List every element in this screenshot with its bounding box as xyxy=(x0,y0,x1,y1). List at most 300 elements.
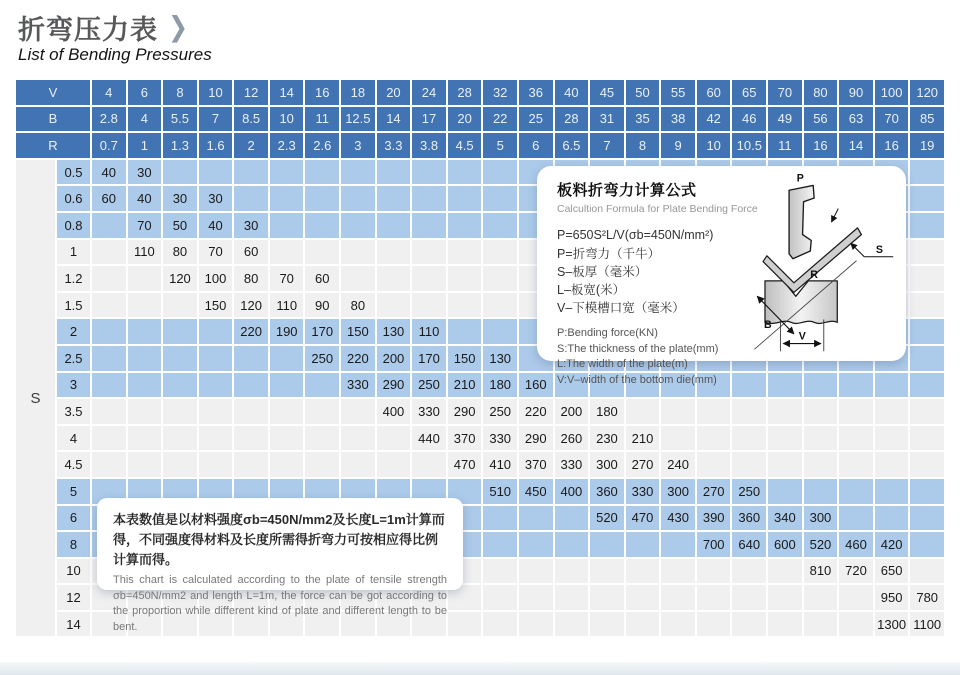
pressure-value-cell: 30 xyxy=(199,186,233,211)
header-cell: 19 xyxy=(910,133,944,158)
empty-cell xyxy=(768,426,802,451)
header-cell: 90 xyxy=(839,80,873,105)
empty-cell xyxy=(377,293,411,318)
empty-cell xyxy=(697,585,731,610)
empty-cell xyxy=(626,532,660,557)
header-cell: 120 xyxy=(910,80,944,105)
header-cell: 6 xyxy=(128,80,162,105)
empty-cell xyxy=(768,452,802,477)
empty-cell xyxy=(519,532,553,557)
pressure-value-cell: 640 xyxy=(732,532,766,557)
header-cell: 9 xyxy=(661,133,695,158)
empty-cell xyxy=(199,426,233,451)
pressure-value-cell: 100 xyxy=(199,266,233,291)
pressure-value-cell: 720 xyxy=(839,559,873,584)
empty-cell xyxy=(270,373,304,398)
empty-cell xyxy=(910,293,944,318)
empty-cell xyxy=(697,399,731,424)
pressure-value-cell: 420 xyxy=(875,532,909,557)
empty-cell xyxy=(804,479,838,504)
bending-tool-diagram-icon xyxy=(734,170,902,358)
header-cell: 85 xyxy=(910,107,944,132)
pressure-value-cell: 300 xyxy=(590,452,624,477)
empty-cell xyxy=(804,585,838,610)
header-row-label: V xyxy=(16,80,90,105)
empty-cell xyxy=(519,612,553,637)
empty-cell xyxy=(92,346,126,371)
empty-cell xyxy=(234,452,268,477)
page-subtitle: List of Bending Pressures xyxy=(18,45,212,64)
formula-title-chinese: 板料折弯力计算公式 xyxy=(557,182,697,199)
pressure-value-cell: 250 xyxy=(412,373,446,398)
empty-cell xyxy=(270,399,304,424)
header-cell: 12.5 xyxy=(341,107,375,132)
header-cell: 28 xyxy=(448,80,482,105)
empty-cell xyxy=(839,426,873,451)
empty-cell xyxy=(768,559,802,584)
pressure-value-cell: 410 xyxy=(483,452,517,477)
empty-cell xyxy=(234,426,268,451)
pressure-value-cell: 200 xyxy=(377,346,411,371)
empty-cell xyxy=(483,319,517,344)
header-cell: 40 xyxy=(555,80,589,105)
empty-cell xyxy=(92,266,126,291)
empty-cell xyxy=(163,426,197,451)
header-cell: 11 xyxy=(305,107,339,132)
pressure-value-cell: 470 xyxy=(626,506,660,531)
pressure-value-cell: 450 xyxy=(519,479,553,504)
header-cell: 50 xyxy=(626,80,660,105)
empty-cell xyxy=(555,532,589,557)
empty-cell xyxy=(875,479,909,504)
formula-title-english: Calcultion Formula for Plate Bending Force xyxy=(557,203,758,215)
pressure-value-cell: 250 xyxy=(732,479,766,504)
header-cell: 10 xyxy=(697,133,731,158)
empty-cell xyxy=(341,240,375,265)
empty-cell xyxy=(732,585,766,610)
pressure-value-cell: 650 xyxy=(875,559,909,584)
s-callout-arrow xyxy=(831,209,838,222)
empty-cell xyxy=(92,452,126,477)
empty-cell xyxy=(448,160,482,185)
pressure-value-cell: 70 xyxy=(270,266,304,291)
empty-cell xyxy=(483,585,517,610)
pressure-value-cell: 250 xyxy=(305,346,339,371)
empty-cell xyxy=(305,213,339,238)
diagram-label-p: P xyxy=(796,172,804,185)
header-cell: 42 xyxy=(697,107,731,132)
empty-cell xyxy=(163,373,197,398)
empty-cell xyxy=(128,346,162,371)
empty-cell xyxy=(519,506,553,531)
pressure-value-cell: 390 xyxy=(697,506,731,531)
pressure-value-cell: 30 xyxy=(128,160,162,185)
pressure-value-cell: 170 xyxy=(305,319,339,344)
pressure-value-cell: 950 xyxy=(875,585,909,610)
empty-cell xyxy=(839,612,873,637)
empty-cell xyxy=(519,585,553,610)
empty-cell xyxy=(412,266,446,291)
header-cell: 55 xyxy=(661,80,695,105)
empty-cell xyxy=(92,399,126,424)
row-header: 5 xyxy=(57,479,90,504)
empty-cell xyxy=(92,293,126,318)
diagram-label-v: V xyxy=(798,330,806,343)
pressure-value-cell: 360 xyxy=(732,506,766,531)
punch-shape xyxy=(789,185,814,258)
notes-english: This chart is calculated according to the plate of tensile strength σb=450N/mm2 and length L=1m, the force can be got according to the proportion while different kind of plate and different length to be bent. xyxy=(113,574,447,633)
empty-cell xyxy=(341,426,375,451)
header-cell: 0.7 xyxy=(92,133,126,158)
header-cell: 32 xyxy=(483,80,517,105)
empty-cell xyxy=(661,585,695,610)
header-cell: 24 xyxy=(412,80,446,105)
empty-cell xyxy=(804,612,838,637)
pressure-value-cell: 370 xyxy=(519,452,553,477)
empty-cell xyxy=(234,186,268,211)
empty-cell xyxy=(590,612,624,637)
pressure-value-cell: 810 xyxy=(804,559,838,584)
empty-cell xyxy=(92,319,126,344)
pressure-value-cell: 150 xyxy=(199,293,233,318)
row-header: 0.5 xyxy=(57,160,90,185)
pressure-value-cell: 250 xyxy=(483,399,517,424)
header-cell: 12 xyxy=(234,80,268,105)
empty-cell xyxy=(128,426,162,451)
empty-cell xyxy=(163,399,197,424)
empty-cell xyxy=(910,373,944,398)
empty-cell xyxy=(412,213,446,238)
empty-cell xyxy=(661,612,695,637)
pressure-value-cell: 80 xyxy=(234,266,268,291)
empty-cell xyxy=(448,612,482,637)
empty-cell xyxy=(163,293,197,318)
pressure-value-cell: 60 xyxy=(92,186,126,211)
empty-cell xyxy=(128,266,162,291)
empty-cell xyxy=(910,240,944,265)
header-cell: 31 xyxy=(590,107,624,132)
empty-cell xyxy=(377,452,411,477)
empty-cell xyxy=(412,160,446,185)
header-cell: 17 xyxy=(412,107,446,132)
empty-cell xyxy=(483,559,517,584)
empty-cell xyxy=(412,186,446,211)
row-header: 12 xyxy=(57,585,90,610)
empty-cell xyxy=(163,160,197,185)
pressure-value-cell: 70 xyxy=(128,213,162,238)
empty-cell xyxy=(768,612,802,637)
empty-cell xyxy=(910,479,944,504)
empty-cell xyxy=(341,213,375,238)
pressure-value-cell: 360 xyxy=(590,479,624,504)
page-title xyxy=(18,8,188,47)
empty-cell xyxy=(910,452,944,477)
header-cell: 14 xyxy=(839,133,873,158)
header-cell: 5 xyxy=(483,133,517,158)
diagram-label-b: B xyxy=(764,319,772,332)
empty-cell xyxy=(910,559,944,584)
pressure-value-cell: 30 xyxy=(163,186,197,211)
empty-cell xyxy=(697,452,731,477)
header-cell: 3.3 xyxy=(377,133,411,158)
empty-cell xyxy=(555,585,589,610)
empty-cell xyxy=(626,399,660,424)
empty-cell xyxy=(128,319,162,344)
pressure-value-cell: 180 xyxy=(483,373,517,398)
row-header: 1.5 xyxy=(57,293,90,318)
diagram-label-s: S xyxy=(875,243,883,256)
empty-cell xyxy=(448,240,482,265)
empty-cell xyxy=(839,452,873,477)
empty-cell xyxy=(555,612,589,637)
empty-cell xyxy=(483,186,517,211)
pressure-value-cell: 220 xyxy=(234,319,268,344)
empty-cell xyxy=(199,399,233,424)
pressure-value-cell: 780 xyxy=(910,585,944,610)
pressure-value-cell: 70 xyxy=(199,240,233,265)
header-cell: 46 xyxy=(732,107,766,132)
empty-cell xyxy=(768,479,802,504)
formula-legend-line: P:Bending force(KN) xyxy=(557,327,658,340)
empty-cell xyxy=(199,346,233,371)
header-cell: 38 xyxy=(661,107,695,132)
pressure-value-cell: 210 xyxy=(448,373,482,398)
empty-cell xyxy=(341,452,375,477)
pressure-value-cell: 290 xyxy=(448,399,482,424)
pressure-value-cell: 190 xyxy=(270,319,304,344)
empty-cell xyxy=(377,426,411,451)
pressure-value-cell: 220 xyxy=(341,346,375,371)
pressure-value-cell: 340 xyxy=(768,506,802,531)
row-header: 8 xyxy=(57,532,90,557)
pressure-value-cell: 110 xyxy=(128,240,162,265)
header-cell: 11 xyxy=(768,133,802,158)
row-header: 0.8 xyxy=(57,213,90,238)
pressure-value-cell: 230 xyxy=(590,426,624,451)
empty-cell xyxy=(483,160,517,185)
footer-bar xyxy=(0,662,960,675)
empty-cell xyxy=(910,213,944,238)
empty-cell xyxy=(910,506,944,531)
empty-cell xyxy=(555,506,589,531)
row-header: 3 xyxy=(57,373,90,398)
empty-cell xyxy=(804,452,838,477)
header-cell: 70 xyxy=(768,80,802,105)
header-cell: 7 xyxy=(590,133,624,158)
empty-cell xyxy=(270,426,304,451)
pressure-value-cell: 30 xyxy=(234,213,268,238)
empty-cell xyxy=(163,319,197,344)
empty-cell xyxy=(270,213,304,238)
empty-cell xyxy=(839,399,873,424)
empty-cell xyxy=(305,426,339,451)
formula-legend-line: S–板厚（毫米） xyxy=(557,264,648,279)
empty-cell xyxy=(128,399,162,424)
header-cell: 2.8 xyxy=(92,107,126,132)
pressure-value-cell: 110 xyxy=(270,293,304,318)
empty-cell xyxy=(875,426,909,451)
empty-cell xyxy=(448,213,482,238)
header-cell: 8.5 xyxy=(234,107,268,132)
pressure-value-cell: 40 xyxy=(128,186,162,211)
empty-cell xyxy=(483,213,517,238)
empty-cell xyxy=(270,186,304,211)
empty-cell xyxy=(732,426,766,451)
header-cell: 10.5 xyxy=(732,133,766,158)
empty-cell xyxy=(270,346,304,371)
header-cell: 20 xyxy=(377,80,411,105)
row-header: 14 xyxy=(57,612,90,637)
pressure-value-cell: 1100 xyxy=(910,612,944,637)
pressure-value-cell: 80 xyxy=(341,293,375,318)
pressure-value-cell: 200 xyxy=(555,399,589,424)
empty-cell xyxy=(163,452,197,477)
header-cell: 8 xyxy=(163,80,197,105)
pressure-value-cell: 300 xyxy=(661,479,695,504)
header-cell: 63 xyxy=(839,107,873,132)
empty-cell xyxy=(92,213,126,238)
header-cell: 1.3 xyxy=(163,133,197,158)
pressure-value-cell: 130 xyxy=(377,319,411,344)
page-title-chinese: 折弯压力表 xyxy=(18,15,158,45)
pressure-value-cell: 240 xyxy=(661,452,695,477)
empty-cell xyxy=(199,160,233,185)
empty-cell xyxy=(875,506,909,531)
empty-cell xyxy=(910,319,944,344)
empty-cell xyxy=(483,266,517,291)
pressure-value-cell: 470 xyxy=(448,452,482,477)
header-cell: 22 xyxy=(483,107,517,132)
empty-cell xyxy=(234,373,268,398)
empty-cell xyxy=(234,399,268,424)
empty-cell xyxy=(270,240,304,265)
pressure-value-cell: 120 xyxy=(163,266,197,291)
header-cell: 49 xyxy=(768,107,802,132)
header-cell: 4 xyxy=(92,80,126,105)
empty-cell xyxy=(305,240,339,265)
pressure-value-cell: 330 xyxy=(626,479,660,504)
header-cell: 20 xyxy=(448,107,482,132)
header-cell: 6.5 xyxy=(555,133,589,158)
empty-cell xyxy=(377,186,411,211)
empty-cell xyxy=(804,399,838,424)
empty-cell xyxy=(483,506,517,531)
empty-cell xyxy=(305,399,339,424)
empty-cell xyxy=(590,559,624,584)
empty-cell xyxy=(199,319,233,344)
header-cell: 4 xyxy=(128,107,162,132)
empty-cell xyxy=(910,346,944,371)
pressure-value-cell: 520 xyxy=(590,506,624,531)
empty-cell xyxy=(483,240,517,265)
empty-cell xyxy=(270,452,304,477)
empty-cell xyxy=(697,612,731,637)
row-header: 6 xyxy=(57,506,90,531)
header-cell: 2.6 xyxy=(305,133,339,158)
empty-cell xyxy=(875,452,909,477)
header-cell: 4.5 xyxy=(448,133,482,158)
empty-cell xyxy=(910,160,944,185)
empty-cell xyxy=(732,399,766,424)
pressure-value-cell: 60 xyxy=(234,240,268,265)
empty-cell xyxy=(804,426,838,451)
empty-cell xyxy=(128,452,162,477)
empty-cell xyxy=(341,399,375,424)
header-cell: 36 xyxy=(519,80,553,105)
pressure-value-cell: 260 xyxy=(555,426,589,451)
empty-cell xyxy=(910,532,944,557)
header-cell: 6 xyxy=(519,133,553,158)
empty-cell xyxy=(661,559,695,584)
empty-cell xyxy=(590,532,624,557)
pressure-value-cell: 1300 xyxy=(875,612,909,637)
header-cell: 100 xyxy=(875,80,909,105)
empty-cell xyxy=(128,293,162,318)
empty-cell xyxy=(910,399,944,424)
empty-cell xyxy=(305,160,339,185)
header-cell: 1.6 xyxy=(199,133,233,158)
empty-cell xyxy=(839,506,873,531)
empty-cell xyxy=(626,585,660,610)
empty-cell xyxy=(661,426,695,451)
empty-cell xyxy=(483,532,517,557)
empty-cell xyxy=(590,585,624,610)
row-header: 4 xyxy=(57,426,90,451)
pressure-value-cell: 170 xyxy=(412,346,446,371)
pressure-value-cell: 460 xyxy=(839,532,873,557)
pressure-value-cell: 130 xyxy=(483,346,517,371)
empty-cell xyxy=(234,160,268,185)
header-cell: 60 xyxy=(697,80,731,105)
formula-legend-line: L–板宽(米） xyxy=(557,283,626,297)
header-row-label: B xyxy=(16,107,90,132)
pressure-value-cell: 150 xyxy=(448,346,482,371)
empty-cell xyxy=(341,160,375,185)
empty-cell xyxy=(732,612,766,637)
pressure-value-cell: 600 xyxy=(768,532,802,557)
header-cell: 2.3 xyxy=(270,133,304,158)
empty-cell xyxy=(412,240,446,265)
empty-cell xyxy=(448,186,482,211)
thickness-column-label: S xyxy=(16,160,55,637)
empty-cell xyxy=(270,160,304,185)
empty-cell xyxy=(377,213,411,238)
pressure-value-cell: 160 xyxy=(519,373,553,398)
row-header: 4.5 xyxy=(57,452,90,477)
header-cell: 45 xyxy=(590,80,624,105)
empty-cell xyxy=(377,240,411,265)
pressure-value-cell: 180 xyxy=(590,399,624,424)
empty-cell xyxy=(199,373,233,398)
empty-cell xyxy=(697,426,731,451)
empty-cell xyxy=(768,399,802,424)
pressure-value-cell: 330 xyxy=(341,373,375,398)
empty-cell xyxy=(768,585,802,610)
empty-cell xyxy=(839,585,873,610)
header-cell: 14 xyxy=(377,107,411,132)
pressure-value-cell: 520 xyxy=(804,532,838,557)
formula-legend-line: V:V–width of the bottom die(mm) xyxy=(557,374,717,387)
empty-cell xyxy=(377,160,411,185)
header-cell: 3 xyxy=(341,133,375,158)
formula-expression: P=650S²L/V(σb=450N/mm²) xyxy=(557,228,714,242)
notes-chinese: 本表数值是以材料强度σb=450N/mm2及长度L=1m计算而得，不同强度得材料及长度所需得折弯力可按相应得比例计算而得。 xyxy=(113,512,445,568)
row-header: 2 xyxy=(57,319,90,344)
row-header: 10 xyxy=(57,559,90,584)
pressure-value-cell: 400 xyxy=(555,479,589,504)
empty-cell xyxy=(234,346,268,371)
pressure-value-cell: 60 xyxy=(305,266,339,291)
